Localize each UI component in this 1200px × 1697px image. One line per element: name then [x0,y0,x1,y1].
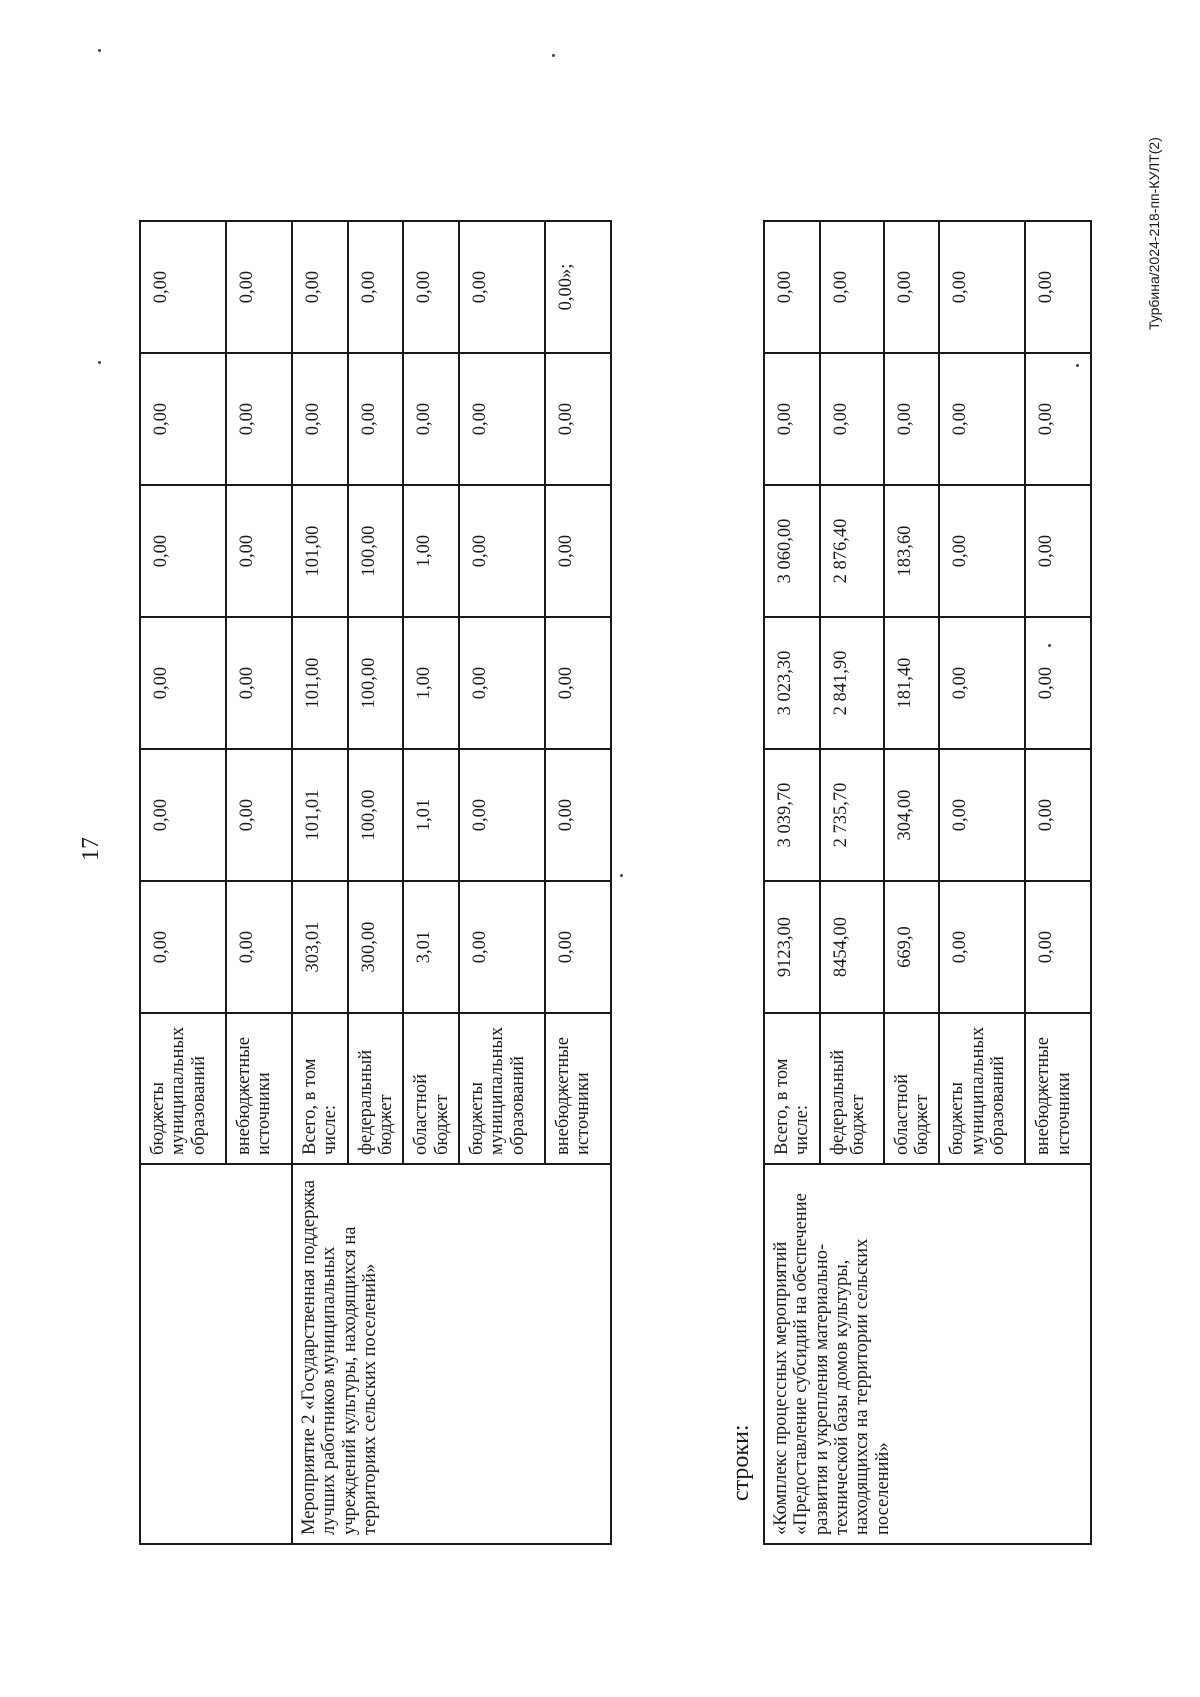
scan-speck [1048,644,1051,647]
amount-cell: 0,00 [459,353,545,485]
funding-source-cell: внебюджетные источники [1025,1013,1091,1164]
amount-cell: 101,01 [292,749,348,881]
amount-cell: 0,00 [545,485,611,617]
amount-cell: 303,01 [292,881,348,1013]
funding-source-cell: внебюджетные источники [545,1013,611,1164]
amount-cell: 0,00 [226,221,292,353]
amount-cell: 304,00 [884,749,940,881]
amount-cell: 0,00 [1025,881,1091,1013]
table-row [764,221,820,1544]
amount-cell: 0,00 [939,221,1025,353]
amount-cell: 0,00 [226,617,292,749]
amount-cell: 0,00 [140,485,226,617]
amount-cell: 0,00 [1025,485,1091,617]
amount-cell: 181,40 [884,617,940,749]
amount-cell: 8454,00 [820,881,884,1013]
scan-speck [1076,364,1079,367]
amount-cell: 0,00 [1025,749,1091,881]
amount-cell: 3 060,00 [764,485,820,617]
amount-cell: 0,00 [939,485,1025,617]
amount-cell: 0,00 [820,353,884,485]
amount-cell: 101,00 [292,485,348,617]
amount-cell: 100,00 [348,749,404,881]
funding-source-cell: бюджеты муниципальных образований [459,1013,545,1164]
document-footer-code: Турбина/2024-218-пп-КУЛТ(2) [1146,137,1162,330]
amount-cell: 100,00 [348,485,404,617]
amount-cell: 0,00 [1025,353,1091,485]
funding-source-cell: внебюджетные источники [226,1013,292,1164]
amount-cell: 0,00 [939,749,1025,881]
amount-cell: 0,00 [403,353,459,485]
amount-cell: 3 023,30 [764,617,820,749]
amount-cell: 1,01 [403,749,459,881]
funding-source-cell: областной бюджет [884,1013,940,1164]
amount-cell: 0,00 [226,881,292,1013]
amount-cell: 0,00 [226,485,292,617]
amount-cell: 0,00 [226,353,292,485]
amount-cell: 0,00»; [545,221,611,353]
table-row [292,221,348,1544]
amount-cell: 183,60 [884,485,940,617]
amount-cell: 0,00 [348,353,404,485]
scan-speck [552,54,555,57]
amount-cell: 0,00 [140,617,226,749]
amount-cell: 101,00 [292,617,348,749]
amount-cell: 0,00 [545,881,611,1013]
funding-source-cell: федеральный бюджет [348,1013,404,1164]
amount-cell: 2 735,70 [820,749,884,881]
amount-cell: 100,00 [348,617,404,749]
amount-cell: 0,00 [292,221,348,353]
amount-cell: 0,00 [884,353,940,485]
amount-cell: 0,00 [545,353,611,485]
amount-cell: 0,00 [1025,617,1091,749]
amount-cell: 0,00 [459,485,545,617]
program-item-cell: Мероприятие 2 «Государственная поддержка лучших работников муниципальных учреждений культуры, находящихся на территориях сельских поселений» [292,1164,611,1544]
amount-cell: 9123,00 [764,881,820,1013]
amount-cell: 300,00 [348,881,404,1013]
funding-source-cell: бюджеты муниципальных образований [939,1013,1025,1164]
funding-source-cell: Всего, в том числе: [764,1013,820,1164]
program-item-cell: «Комплекс процессных мероприятий «Предоставление субсидий на обеспечение развития и укрепления материально-технической базы домов культуры, находящихся на территории сельских поселений» [764,1164,1091,1544]
amount-cell: 0,00 [820,221,884,353]
amount-cell: 0,00 [459,881,545,1013]
amount-cell: 0,00 [459,221,545,353]
amount-cell: 2 876,40 [820,485,884,617]
amount-cell: 0,00 [348,221,404,353]
funding-source-cell: бюджеты муниципальных образований [140,1013,226,1164]
amount-cell: 3 039,70 [764,749,820,881]
amount-cell: 0,00 [459,749,545,881]
amount-cell: 0,00 [939,881,1025,1013]
amount-cell: 0,00 [884,221,940,353]
amount-cell: 1,00 [403,485,459,617]
scan-speck [98,361,101,364]
amount-cell: 669,0 [884,881,940,1013]
funding-table-replacement [763,220,1092,1545]
amount-cell: 0,00 [459,617,545,749]
amount-cell: 0,00 [764,353,820,485]
amount-cell: 0,00 [939,617,1025,749]
funding-source-cell: Всего, в том числе: [292,1013,348,1164]
amount-cell: 0,00 [545,617,611,749]
scan-speck [98,49,101,52]
amount-cell: 1,00 [403,617,459,749]
funding-source-cell: областной бюджет [403,1013,459,1164]
rows-replacement-label: строки: [728,1424,754,1501]
amount-cell: 0,00 [140,353,226,485]
program-item-cell [140,1164,292,1544]
table-row [140,221,226,1544]
scan-speck [620,874,623,877]
funding-table-continued [139,220,612,1545]
amount-cell: 0,00 [140,221,226,353]
amount-cell: 0,00 [140,749,226,881]
funding-source-cell: федеральный бюджет [820,1013,884,1164]
page-number: 17 [78,837,104,861]
amount-cell: 0,00 [226,749,292,881]
amount-cell: 0,00 [545,749,611,881]
amount-cell: 0,00 [1025,221,1091,353]
amount-cell: 2 841,90 [820,617,884,749]
amount-cell: 0,00 [403,221,459,353]
amount-cell: 0,00 [939,353,1025,485]
amount-cell: 0,00 [140,881,226,1013]
amount-cell: 0,00 [764,221,820,353]
amount-cell: 3,01 [403,881,459,1013]
amount-cell: 0,00 [292,353,348,485]
